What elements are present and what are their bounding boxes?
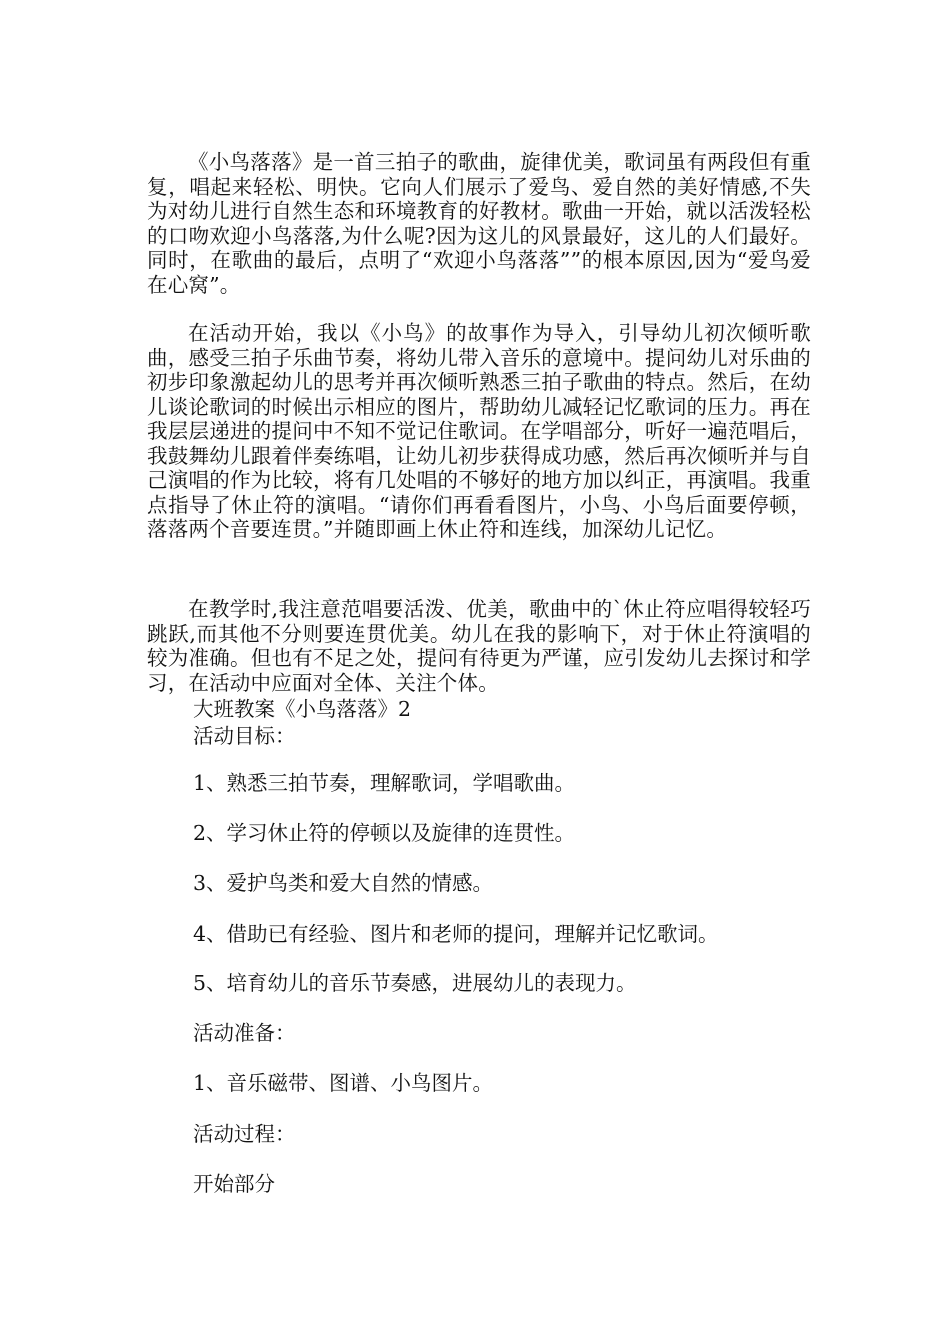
lesson-title: 大班教案《小鸟落落》2: [193, 697, 412, 721]
goals-heading: 活动目标：: [193, 724, 296, 748]
body-paragraph: 在活动开始，我以《小鸟》的故事作为导入，引导幼儿初次倾听歌曲，感受三拍子乐曲节奏，将幼儿带入音乐的意境中。提问幼儿对乐曲的初步印象激起幼儿的思考并再次倾听熟悉三拍子歌曲的特点。然后，在幼儿谈论歌词的时候出示相应的图片，帮助幼儿减轻记忆歌词的压力。再在我层层递进的提问中不知不觉记住歌词。在学唱部分，听好一遍范唱后，我鼓舞幼儿跟着伴奏练唱，让幼儿初步获得成功感，然后再次倾听并与自己演唱的作为比较，将有几处唱的不够好的地方加以纠正，再演唱。我重点指导了休止符的演唱。“请你们再看看图片，小鸟、小鸟后面要停顿，落落两个音要连贯。”并随即画上休止符和连线，加深幼儿记忆。: [147, 321, 811, 541]
goal-item: 4、借助已有经验、图片和老师的提问，理解并记忆歌词。: [193, 922, 719, 946]
body-paragraph: 在教学时,我注意范唱要活泼、优美，歌曲中的`休止符应唱得较轻巧跳跃,而其他不分则要连贯优美。幼儿在我的影响下，对于休止符演唱的较为准确。但也有不足之处，提问有待更为严谨，应引发幼儿去探讨和学习，在活动中应面对全体、关注个体。: [147, 597, 811, 695]
body-paragraph: 《小鸟落落》是一首三拍子的歌曲，旋律优美，歌词虽有两段但有重复，唱起来轻松、明快。它向人们展示了爱鸟、爱自然的美好情感,不失为对幼儿进行自然生态和环境教育的好教材。歌曲一开始，就以活泼轻松的口吻欢迎小鸟落落,为什么呢?因为这儿的风景最好，这儿的人们最好。同时，在歌曲的最后，点明了“欢迎小鸟落落””的根本原因,因为“爱鸟爱在心窝”。: [147, 150, 811, 297]
goal-item: 5、培育幼儿的音乐节奏感，进展幼儿的表现力。: [193, 971, 637, 995]
goal-item: 3、爱护鸟类和爱大自然的情感。: [193, 871, 494, 895]
process-subheading: 开始部分: [193, 1172, 275, 1196]
process-heading: 活动过程：: [193, 1122, 296, 1146]
goal-item: 2、学习休止符的停顿以及旋律的连贯性。: [193, 821, 576, 845]
prep-item: 1、音乐磁带、图谱、小鸟图片。: [193, 1071, 494, 1095]
prep-heading: 活动准备：: [193, 1021, 296, 1045]
goal-item: 1、熟悉三拍节奏，理解歌词，学唱歌曲。: [193, 771, 576, 795]
